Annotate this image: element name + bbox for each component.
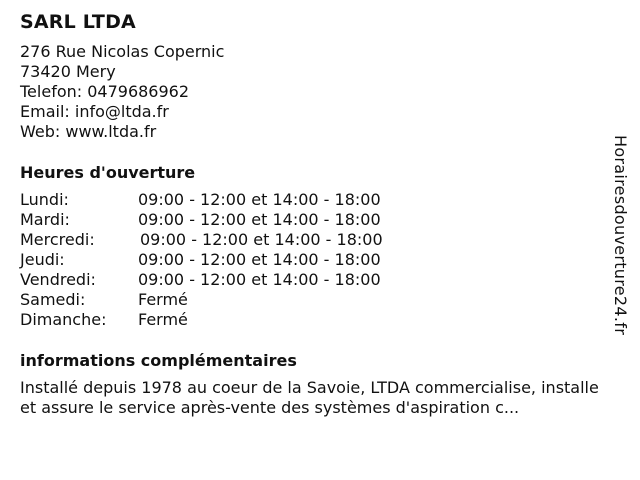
hours-day: Lundi: bbox=[20, 190, 69, 209]
web-line: Web: www.ltda.fr bbox=[20, 122, 157, 141]
opening-hours-table bbox=[20, 190, 610, 330]
hours-day: Dimanche: bbox=[20, 310, 107, 329]
hours-day: Mardi: bbox=[20, 210, 70, 229]
hours-row-dimanche bbox=[20, 310, 610, 330]
hours-time: 09:00 - 12:00 et 14:00 - 18:00 bbox=[138, 210, 381, 229]
hours-row-lundi bbox=[20, 190, 610, 210]
hours-row-mercredi bbox=[20, 230, 610, 250]
phone-line: Telefon: 0479686962 bbox=[20, 82, 190, 101]
hours-day: Jeudi: bbox=[20, 250, 65, 269]
hours-day: Mercredi: bbox=[20, 230, 95, 249]
hours-time: 09:00 - 12:00 et 14:00 - 18:00 bbox=[138, 190, 381, 209]
email-line: Email: info@ltda.fr bbox=[20, 102, 169, 121]
hours-day: Samedi: bbox=[20, 290, 86, 309]
hours-row-mardi bbox=[20, 210, 610, 230]
hours-time: 09:00 - 12:00 et 14:00 - 18:00 bbox=[138, 270, 381, 289]
brand-vertical-text: Horairesdouverture24.fr bbox=[611, 135, 630, 336]
hours-time: Fermé bbox=[138, 290, 188, 309]
hours-time: Fermé bbox=[138, 310, 188, 329]
address-line-2: 73420 Mery bbox=[20, 62, 116, 81]
hours-row-vendredi bbox=[20, 270, 610, 290]
additional-info-text: Installé depuis 1978 au coeur de la Savoie, LTDA commercialise, installe et assure le service après-vente des systèmes d'aspiration c... bbox=[20, 378, 599, 417]
hours-time: 09:00 - 12:00 et 14:00 - 18:00 bbox=[140, 230, 383, 249]
opening-hours-heading: Heures d'ouverture bbox=[20, 163, 196, 182]
hours-row-jeudi bbox=[20, 250, 610, 270]
hours-day: Vendredi: bbox=[20, 270, 96, 289]
hours-row-samedi bbox=[20, 290, 610, 310]
address-line-1: 276 Rue Nicolas Copernic bbox=[20, 42, 225, 61]
company-name: SARL LTDA bbox=[20, 11, 136, 33]
business-card bbox=[20, 10, 610, 418]
additional-info-heading: informations complémentaires bbox=[20, 351, 297, 370]
hours-time: 09:00 - 12:00 et 14:00 - 18:00 bbox=[138, 250, 381, 269]
